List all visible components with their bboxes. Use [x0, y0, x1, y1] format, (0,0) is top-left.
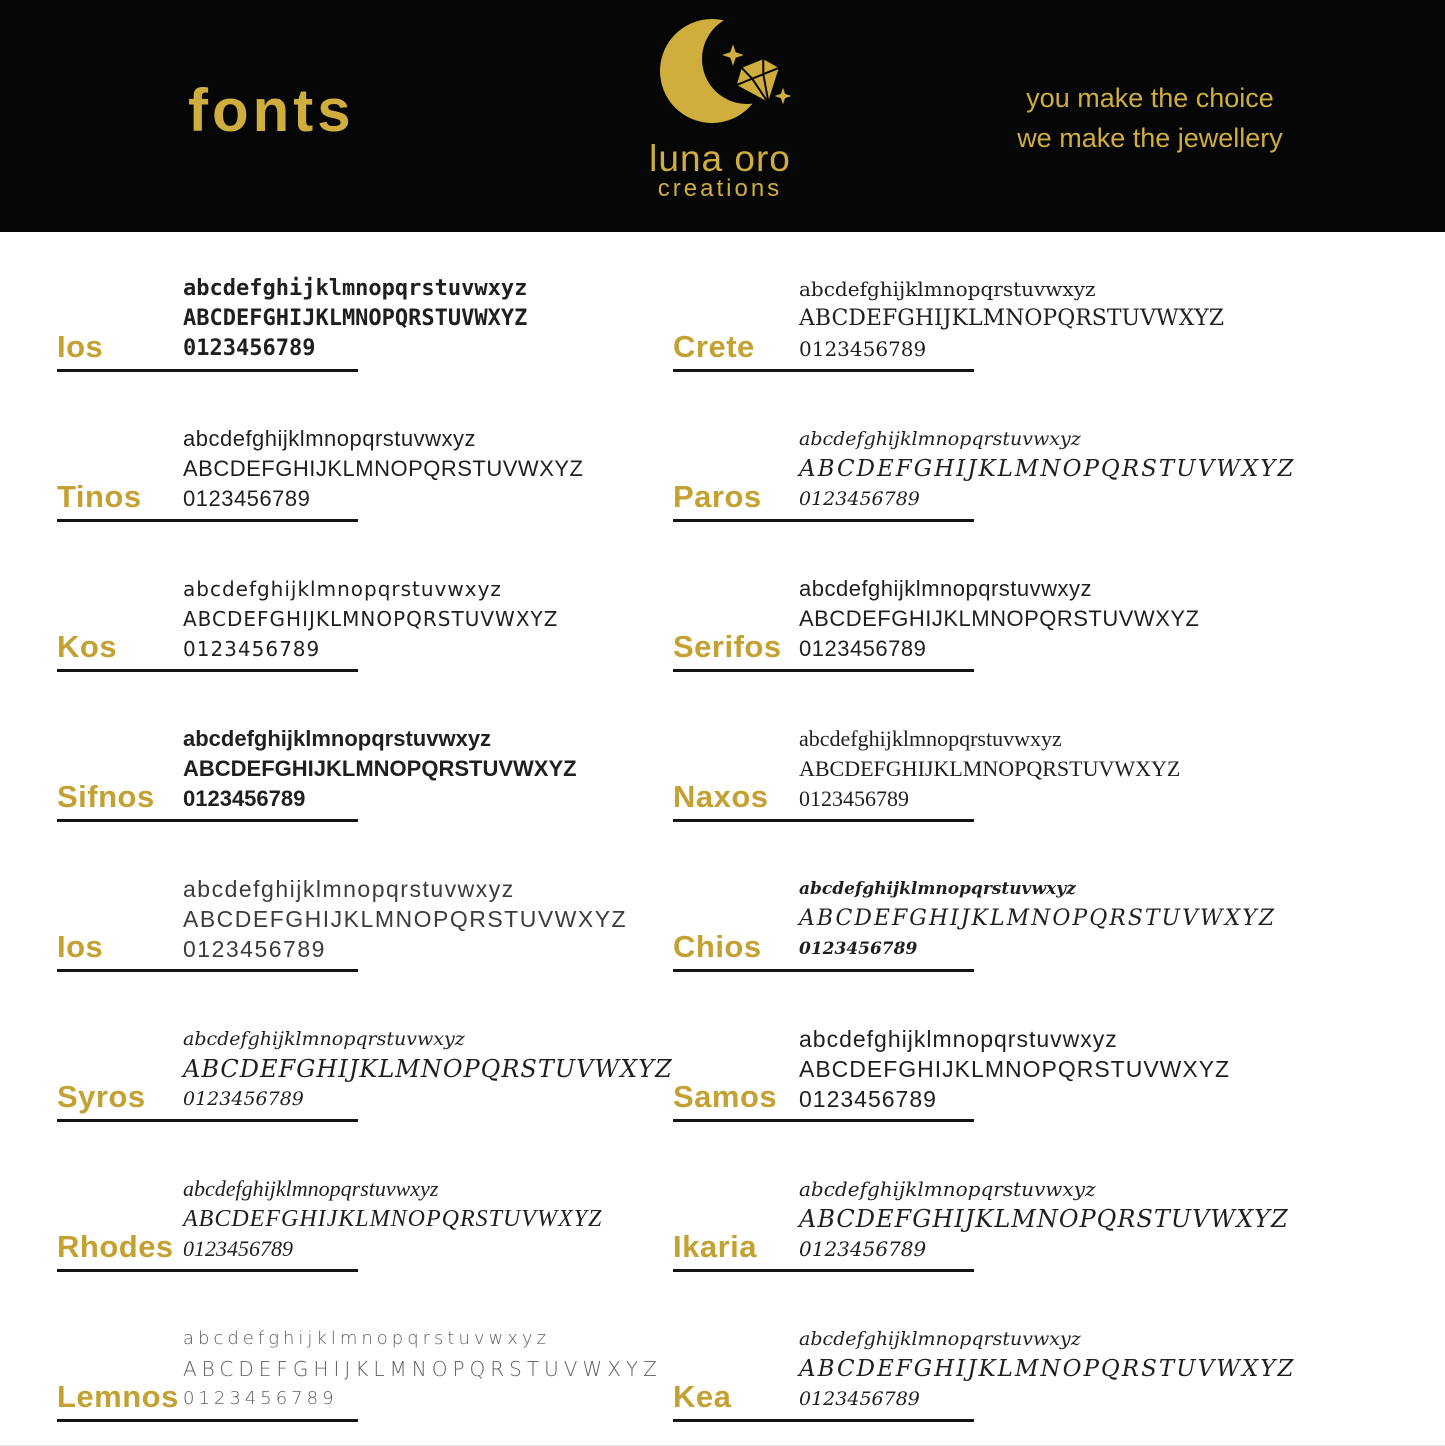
underline-rule	[673, 369, 974, 372]
font-name-label: Naxos	[673, 779, 769, 814]
crescent-moon-diamond-icon	[620, 8, 820, 148]
font-name-label: Serifos	[673, 629, 782, 664]
page-title: fonts	[188, 77, 355, 144]
digits-sample: 0123456789	[183, 1236, 293, 1261]
font-name-label: Samos	[673, 1079, 778, 1114]
alphabet-lowercase: abcdefghijklmnopqrstuvwxyz	[183, 1176, 439, 1201]
tagline-line1: you make the choice	[1026, 83, 1274, 113]
alphabet-sample	[183, 574, 558, 664]
underline-rule	[673, 1269, 974, 1272]
digits-sample: 0123456789	[799, 488, 920, 510]
header-banner	[0, 0, 1445, 232]
alphabet-lowercase: abcdefghijklmnopqrstuvwxyz	[183, 876, 515, 902]
underline-rule	[673, 519, 974, 522]
digits-sample: 0123456789	[183, 1388, 338, 1409]
alphabet-uppercase: ABCDEFGHIJKLMNOPQRSTUVWXYZ	[183, 1206, 603, 1232]
digits-sample: 0123456789	[799, 1086, 937, 1112]
digits-sample: 0123456789	[183, 1088, 304, 1110]
digits-sample: 0123456789	[799, 337, 927, 361]
alphabet-sample	[183, 1024, 673, 1114]
alphabet-lowercase: abcdefghijklmnopqrstuvwxyz	[799, 1026, 1118, 1052]
brand-logo	[605, 8, 835, 202]
underline-rule	[673, 669, 974, 672]
alphabet-sample	[799, 724, 1180, 814]
alphabet-lowercase: abcdefghijklmnopqrstuvwxyz	[799, 1328, 1081, 1350]
font-sample-entry	[673, 1133, 1373, 1283]
underline-rule	[57, 369, 358, 372]
alphabet-lowercase: abcdefghijklmnopqrstuvwxyz	[183, 1028, 465, 1050]
alphabet-lowercase: abcdefghijklmnopqrstuvwxyz	[799, 879, 1076, 899]
digits-sample: 0123456789	[799, 636, 927, 661]
font-sample-entry	[57, 1133, 757, 1283]
alphabet-lowercase: abcdefghijklmnopqrstuvwxyz	[183, 577, 502, 601]
alphabet-uppercase: ABCDEFGHIJKLMNOPQRSTUVWXYZ	[799, 1356, 1296, 1382]
alphabet-sample	[183, 274, 527, 364]
font-name-label: Kos	[57, 629, 118, 664]
font-sample-entry	[57, 833, 757, 983]
font-sample-entry	[57, 383, 757, 533]
font-sample-entry	[673, 233, 1373, 383]
underline-rule	[673, 1119, 974, 1122]
font-name-label: Chios	[673, 929, 762, 964]
alphabet-lowercase: abcdefghijklmnopqrstuvwxyz	[799, 726, 1062, 751]
brand-name: luna oro	[649, 138, 791, 179]
font-sample-entry	[673, 983, 1373, 1133]
digits-sample: 0123456789	[799, 1237, 927, 1261]
alphabet-sample	[183, 724, 577, 814]
alphabet-uppercase: ABCDEFGHIJKLMNOPQRSTUVWXYZ	[183, 456, 584, 481]
font-sample-entry	[57, 1283, 757, 1433]
font-sample-entry	[673, 683, 1373, 833]
font-column-left	[57, 233, 757, 1433]
underline-rule	[57, 519, 358, 522]
font-column-right	[673, 233, 1373, 1433]
digits-sample: 0123456789	[183, 936, 326, 962]
font-sample-entry	[673, 833, 1373, 983]
font-name-label: Paros	[673, 479, 762, 514]
digits-sample: 0123456789	[183, 637, 321, 661]
underline-rule	[673, 1419, 974, 1422]
alphabet-lowercase: abcdefghijklmnopqrstuvwxyz	[183, 1328, 551, 1349]
font-sample-entry	[673, 533, 1373, 683]
alphabet-sample	[799, 574, 1199, 664]
alphabet-uppercase: ABCDEFGHIJKLMNOPQRSTUVWXYZ	[799, 1205, 1289, 1233]
underline-rule	[673, 969, 974, 972]
underline-rule	[673, 819, 974, 822]
alphabet-uppercase: ABCDEFGHIJKLMNOPQRSTUVWXYZ	[799, 606, 1200, 631]
alphabet-uppercase: ABCDEFGHIJKLMNOPQRSTUVWXYZ	[183, 1357, 662, 1381]
alphabet-uppercase: ABCDEFGHIJKLMNOPQRSTUVWXYZ	[799, 306, 1225, 331]
alphabet-uppercase: ABCDEFGHIJKLMNOPQRSTUVWXYZ	[183, 756, 577, 781]
font-name-label: Sifnos	[57, 779, 155, 814]
alphabet-sample	[799, 1324, 1295, 1414]
font-name-label: Kea	[673, 1379, 732, 1414]
font-name-label: Lemnos	[57, 1379, 179, 1414]
alphabet-uppercase: ABCDEFGHIJKLMNOPQRSTUVWXYZ	[799, 1056, 1231, 1082]
tagline	[990, 78, 1310, 158]
alphabet-uppercase: ABCDEFGHIJKLMNOPQRSTUVWXYZ	[183, 607, 559, 631]
font-name-label: Crete	[673, 329, 755, 364]
alphabet-lowercase: abcdefghijklmnopqrstuvwxyz	[183, 276, 528, 301]
alphabet-sample	[183, 874, 627, 964]
font-sample-entry	[673, 383, 1373, 533]
digits-sample: 0123456789	[799, 786, 909, 811]
alphabet-uppercase: ABCDEFGHIJKLMNOPQRSTUVWXYZ	[799, 906, 1277, 931]
brand-subtitle: creations	[657, 175, 783, 202]
font-name-label: Rhodes	[57, 1229, 174, 1264]
alphabet-sample	[799, 874, 1276, 964]
digits-sample: 0123456789	[183, 786, 306, 811]
digits-sample: 0123456789	[183, 486, 311, 511]
alphabet-sample	[183, 1174, 602, 1264]
font-sample-entry	[57, 683, 757, 833]
tagline-line2: we make the jewellery	[1017, 123, 1283, 153]
alphabet-sample	[799, 1024, 1230, 1114]
alphabet-uppercase: ABCDEFGHIJKLMNOPQRSTUVWXYZ	[183, 306, 528, 331]
font-name-label: Ios	[57, 329, 104, 364]
alphabet-lowercase: abcdefghijklmnopqrstuvwxyz	[799, 277, 1096, 301]
alphabet-uppercase: ABCDEFGHIJKLMNOPQRSTUVWXYZ	[799, 456, 1296, 482]
alphabet-sample	[799, 424, 1295, 514]
underline-rule	[57, 1269, 358, 1272]
alphabet-sample	[799, 274, 1224, 364]
underline-rule	[57, 1119, 358, 1122]
digits-sample: 0123456789	[183, 336, 316, 361]
alphabet-sample	[183, 424, 583, 514]
underline-rule	[57, 819, 358, 822]
underline-rule	[57, 669, 358, 672]
digits-sample: 0123456789	[799, 1388, 920, 1410]
font-sample-entry	[57, 983, 757, 1133]
alphabet-uppercase: ABCDEFGHIJKLMNOPQRSTUVWXYZ	[799, 756, 1181, 781]
font-sample-entry	[57, 233, 757, 383]
underline-rule	[57, 1419, 358, 1422]
alphabet-lowercase: abcdefghijklmnopqrstuvwxyz	[799, 576, 1093, 601]
alphabet-lowercase: abcdefghijklmnopqrstuvwxyz	[799, 1177, 1096, 1201]
alphabet-lowercase: abcdefghijklmnopqrstuvwxyz	[799, 428, 1081, 450]
font-sample-entry	[673, 1283, 1373, 1433]
font-name-label: Ikaria	[673, 1229, 758, 1264]
alphabet-uppercase: ABCDEFGHIJKLMNOPQRSTUVWXYZ	[183, 1055, 673, 1083]
font-sample-entry	[57, 533, 757, 683]
digits-sample: 0123456789	[799, 939, 918, 959]
font-name-label: Ios	[57, 929, 104, 964]
underline-rule	[57, 969, 358, 972]
alphabet-sample	[183, 1324, 662, 1414]
alphabet-lowercase: abcdefghijklmnopqrstuvwxyz	[183, 426, 477, 451]
font-name-label: Syros	[57, 1079, 146, 1114]
alphabet-uppercase: ABCDEFGHIJKLMNOPQRSTUVWXYZ	[183, 906, 628, 932]
font-name-label: Tinos	[57, 479, 142, 514]
alphabet-lowercase: abcdefghijklmnopqrstuvwxyz	[183, 726, 492, 751]
alphabet-sample	[799, 1174, 1289, 1264]
